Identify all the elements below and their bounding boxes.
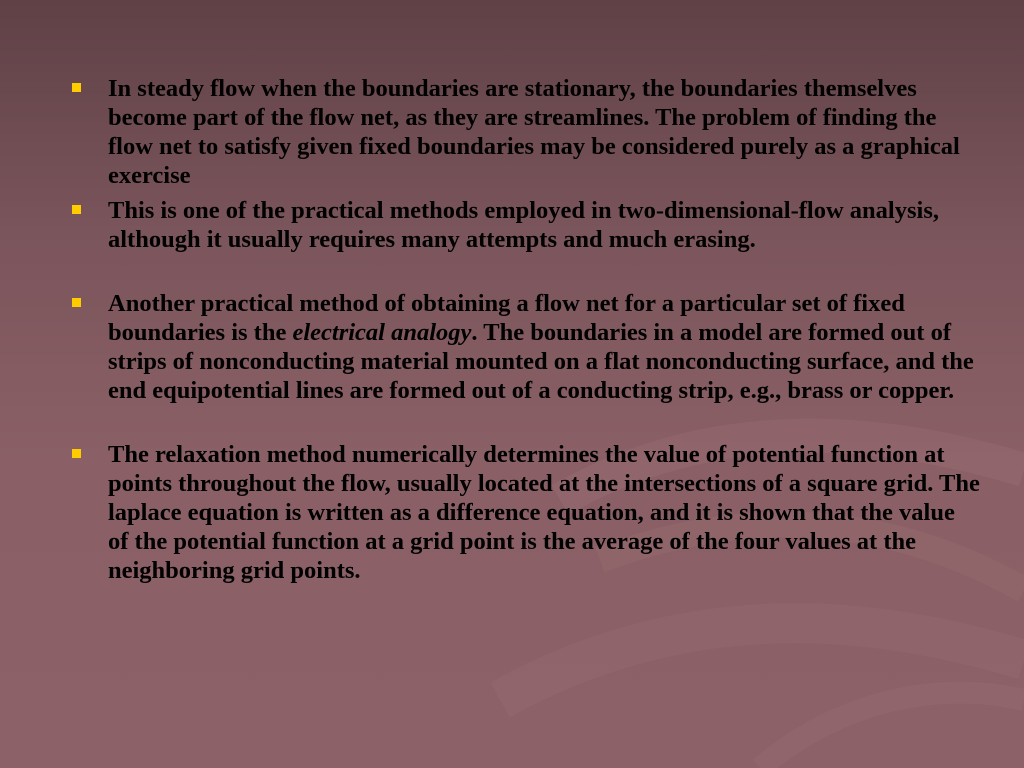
bullet-item — [70, 74, 980, 190]
bullet-item — [70, 440, 980, 585]
bullet-text: This is one of the practical methods employed in two-dimensional-flow analysis, although it usually requires many attempts and much erasing. — [108, 197, 939, 253]
square-bullet-icon — [72, 83, 81, 92]
square-bullet-icon — [72, 449, 81, 458]
square-bullet-icon — [72, 298, 81, 307]
bullet-item — [70, 289, 980, 405]
slide-body — [70, 74, 980, 585]
square-bullet-icon — [72, 205, 81, 214]
bullet-text-emphasis: electrical analogy — [292, 319, 472, 346]
bullet-text-before: Another practical method of obtaining a flow net for a particular set of fixed boundaries is the — [108, 290, 905, 346]
bullet-text: The relaxation method numerically determines the value of potential function at points throughout the flow, usually located at the intersections of a square grid. The laplace equation is written as a difference equation, and it is shown that the value of the potential function at a grid point is the average of the four values at the neighboring grid points. — [108, 441, 980, 584]
bullet-text: In steady flow when the boundaries are stationary, the boundaries themselves become part of the flow net, as they are streamlines. The problem of finding the flow net to satisfy given fixed boundaries may be considered purely as a graphical exercise — [108, 75, 960, 189]
bullet-text-after: . The boundaries in a model are formed out of strips of nonconducting material mounted on a flat nonconducting surface, and the end equipotential lines are formed out of a conducting strip, e.g., brass or copper. — [108, 319, 974, 404]
bullet-item — [70, 196, 980, 254]
